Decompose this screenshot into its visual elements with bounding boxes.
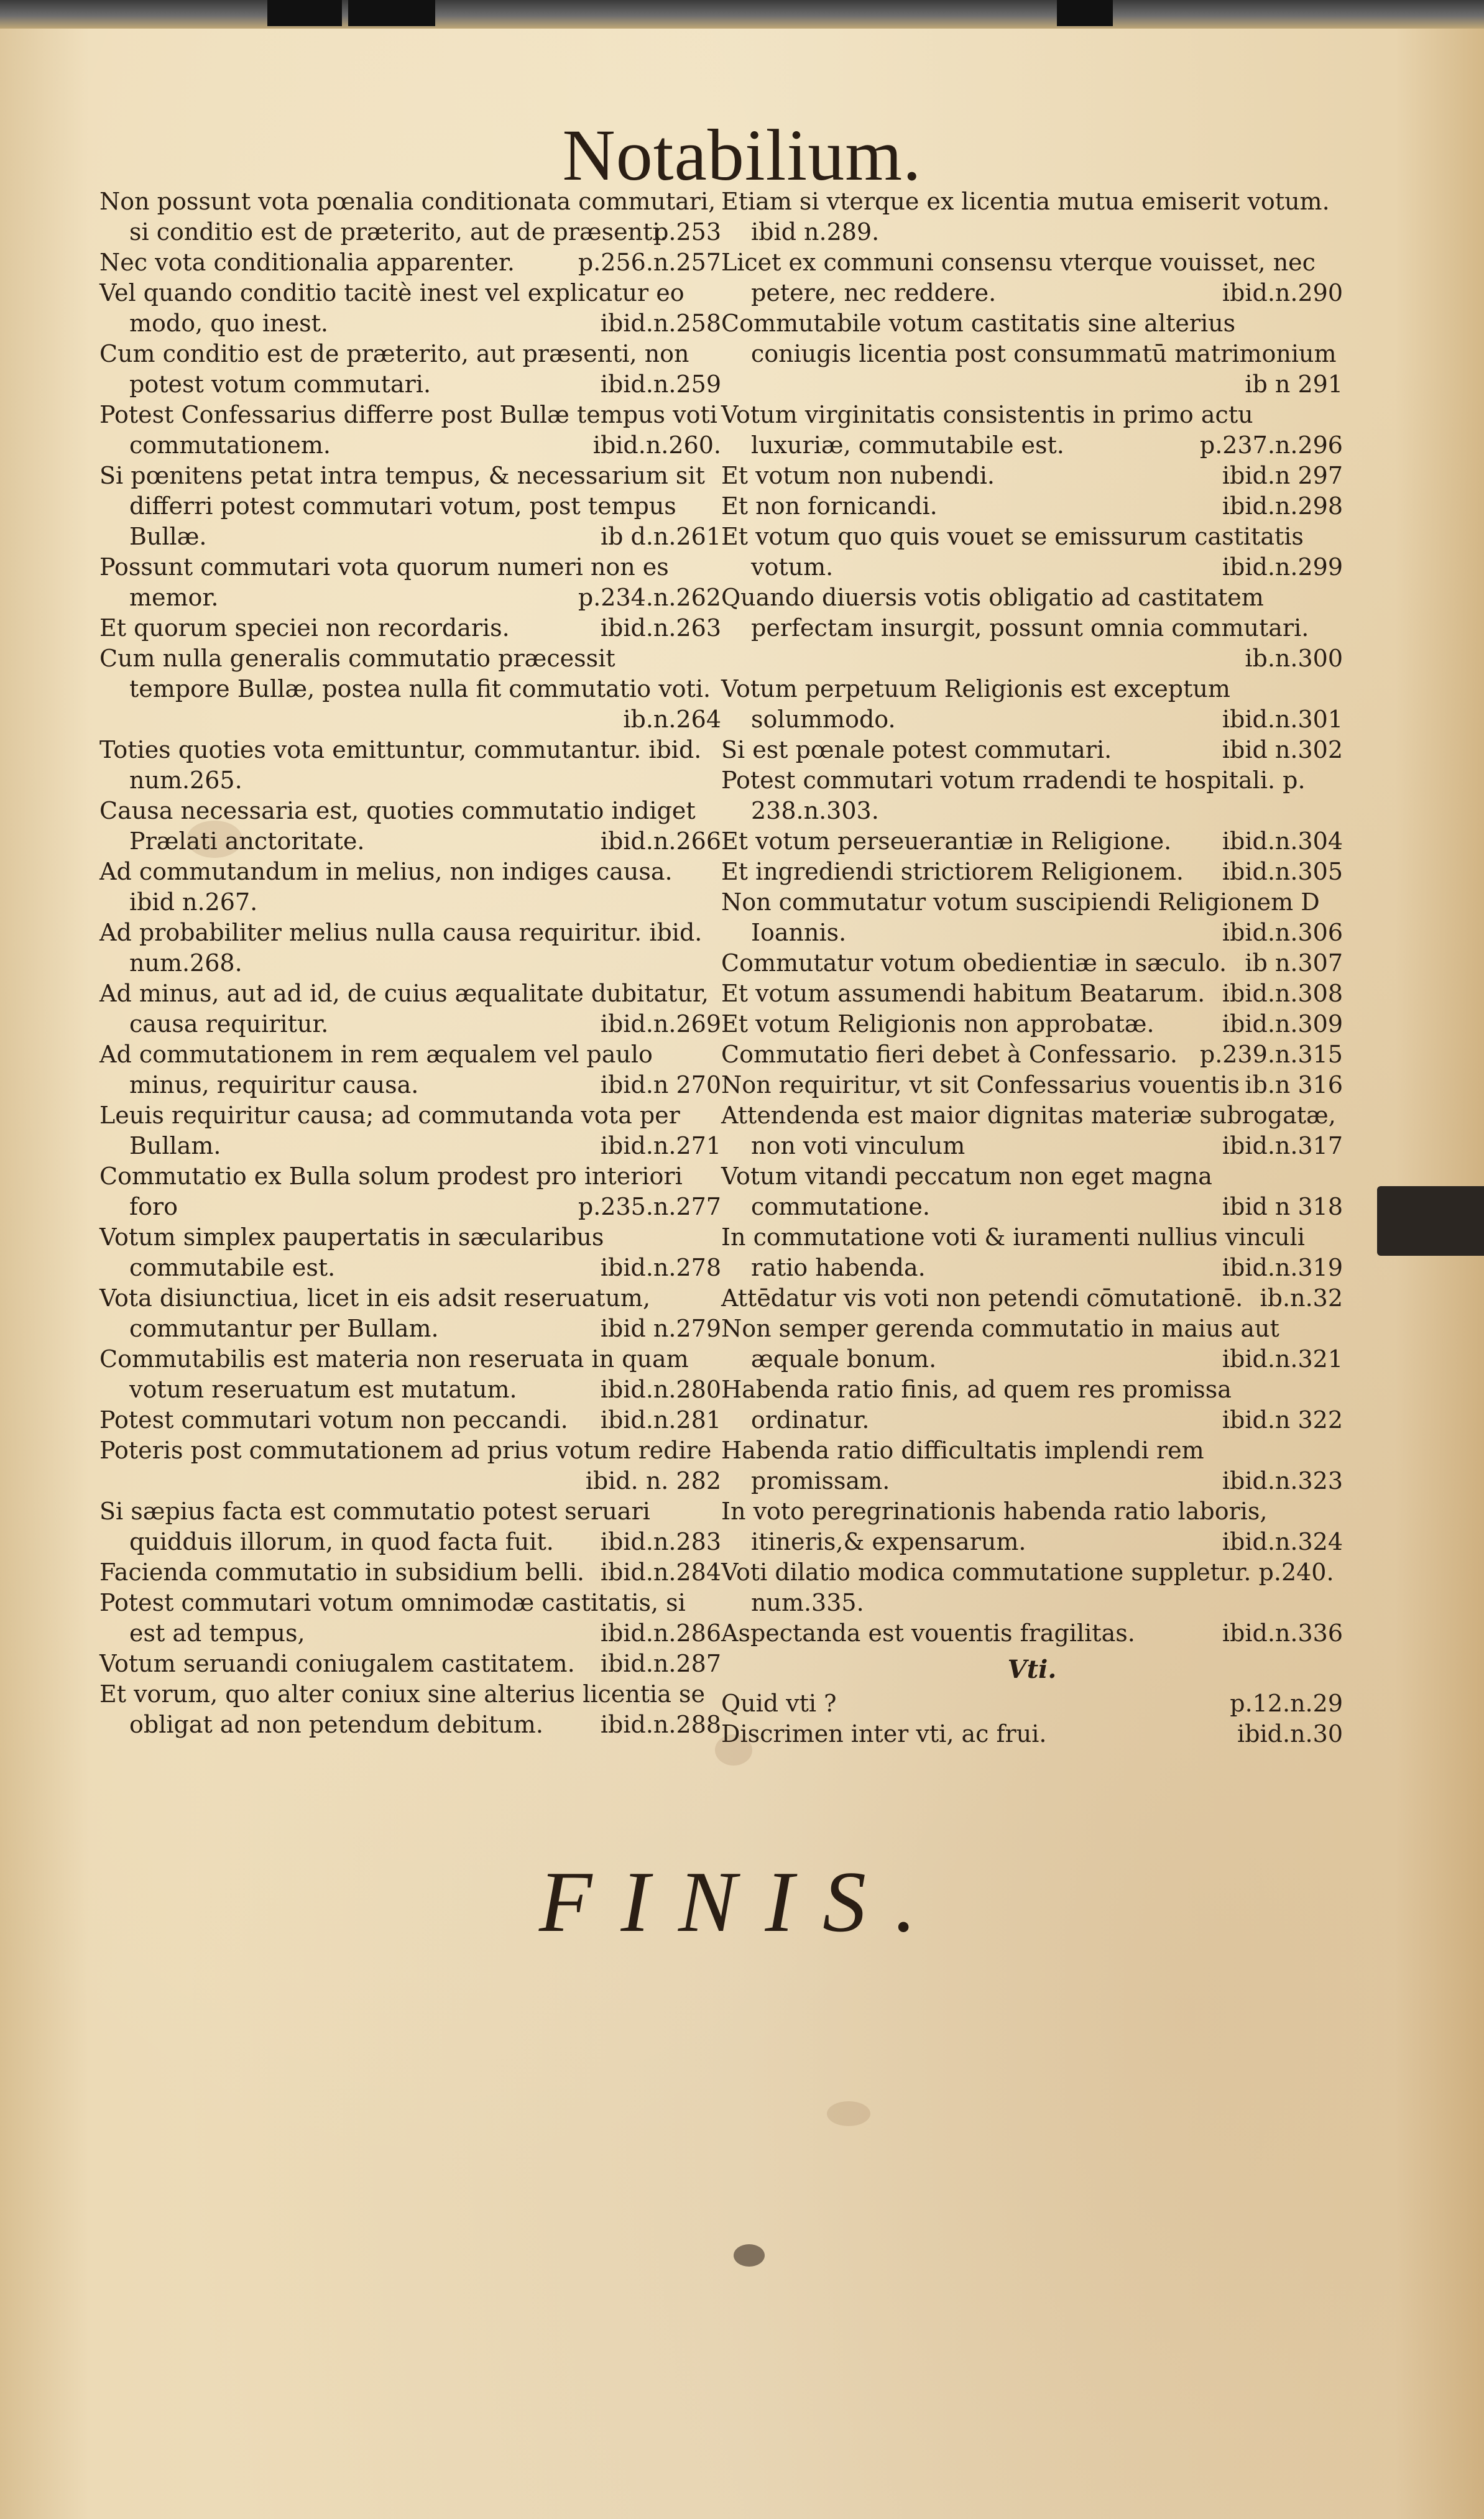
index-entry-reference: ib.n.32 — [1260, 1284, 1343, 1312]
index-entry-reference: ibid.n.288 — [600, 1711, 721, 1738]
index-entry-reference: ibid.n.301 — [1222, 706, 1343, 733]
index-entry-reference: ibid.n.308 — [1222, 980, 1343, 1007]
index-entry-text: Toties quoties vota emittuntur, commutantur. ibid. num.265. — [99, 736, 702, 794]
index-entry — [721, 491, 1343, 522]
index-entry — [99, 247, 721, 278]
index-entry-reference: ibid.n.309 — [1222, 1010, 1343, 1038]
index-entry — [721, 1375, 1343, 1435]
scan-edge-strip — [0, 0, 1484, 29]
index-entry — [99, 278, 721, 339]
index-entry — [99, 643, 721, 735]
index-entry-text: Cum conditio est de præterito, aut præsenti, non potest votum commutari. — [99, 340, 689, 398]
index-entry — [721, 1161, 1343, 1222]
index-entry-text: Votum perpetuum Religionis est exceptum solummodo. — [721, 675, 1230, 733]
index-entry-text: Et ingrediendi strictiorem Religionem. — [721, 858, 1184, 885]
index-entry-text: Ad minus, aut ad id, de cuius æqualitate dubitatur, causa requiritur. — [99, 980, 709, 1038]
index-entry-reference: ibid.n.304 — [1222, 827, 1343, 855]
index-entry-text: Nec vota conditionalia apparenter. — [99, 249, 515, 276]
index-entry — [99, 735, 721, 796]
index-entry — [721, 1314, 1343, 1375]
index-entry-reference: p.237.n.296 — [1199, 431, 1343, 459]
index-entry — [99, 1283, 721, 1344]
index-entry-text: Si pœnitens petat intra tempus, & necessarium sit differri potest commutari votum, post tempus Bullæ. — [99, 462, 705, 550]
index-entry-reference: ibid n.302 — [1222, 736, 1343, 763]
index-entry-reference: ibid.n.323 — [1222, 1467, 1343, 1494]
index-entry-text: Potest Confessarius differre post Bullæ tempus voti commutationem. — [99, 401, 717, 459]
page-tab-marker — [1377, 1186, 1484, 1256]
index-entry-reference: ibid.n.271 — [600, 1132, 721, 1159]
index-entry-text: Votum virginitatis consistentis in primo actu luxuriæ, commutabile est. — [721, 401, 1253, 459]
index-entry — [99, 1161, 721, 1222]
index-entry — [99, 1588, 721, 1649]
index-entry-text: Cum nulla generalis commutatio præcessit tempore Bullæ, postea nulla fit commutatio voti. — [99, 645, 711, 702]
index-entry-text: Causa necessaria est, quoties commutatio indiget Prælati anctoritate. — [99, 797, 696, 855]
index-entry — [721, 826, 1343, 857]
index-entry-text: Et votum Religionis non approbatæ. — [721, 1010, 1154, 1038]
index-entry-text: Non requiritur, vt sit Confessarius vouentis — [721, 1071, 1240, 1098]
index-entry-reference: ibid.n.298 — [1222, 492, 1343, 520]
index-entry-reference: ibid.n.283 — [600, 1528, 721, 1555]
index-entry — [721, 1283, 1343, 1314]
index-entry-text: Et votum quo quis vouet se emissurum castitatis votum. — [721, 523, 1304, 581]
index-entry-text: Commutatio ex Bulla solum prodest pro interiori foro — [99, 1163, 683, 1220]
index-entry — [721, 1435, 1343, 1496]
index-entry — [721, 1496, 1343, 1557]
index-entry — [99, 1679, 721, 1740]
index-entry-text: Possunt commutari vota quorum numeri non es memor. — [99, 553, 669, 611]
index-entry-text: Attendenda est maior dignitas materiæ subrogatæ, non voti vinculum — [721, 1102, 1336, 1159]
index-entry — [721, 583, 1343, 674]
index-entry-text: Potest commutari votum omnimodæ castitatis, si est ad tempus, — [99, 1589, 686, 1647]
index-entry — [99, 339, 721, 400]
index-entry — [99, 1405, 721, 1435]
index-entry — [721, 1557, 1343, 1618]
index-entry — [721, 857, 1343, 887]
index-entry-reference: ibid.n.317 — [1222, 1132, 1343, 1159]
index-entry-text: Discrimen inter vti, ac frui. — [721, 1720, 1047, 1748]
index-entry-reference: p.235.n.277 — [578, 1193, 721, 1220]
index-entry-text: Et quorum speciei non recordaris. — [99, 614, 510, 642]
index-entry-text: Et votum perseuerantiæ in Religione. — [721, 827, 1172, 855]
index-entry — [99, 1496, 721, 1557]
index-entry-text: Si est pœnale potest commutari. — [721, 736, 1112, 763]
index-entry — [99, 1557, 721, 1588]
index-entry-reference: ibid.n.287 — [600, 1650, 721, 1677]
index-entry-text: Votum vitandi peccatum non eget magna commutatione. — [721, 1163, 1212, 1220]
index-entry — [721, 308, 1343, 400]
index-entry-text: Licet ex communi consensu vterque vouisset, nec petere, nec reddere. — [721, 249, 1316, 306]
index-entry-reference: ibid n 318 — [1222, 1193, 1343, 1220]
index-entry — [721, 1222, 1343, 1283]
index-entry-reference: ibid.n.290 — [1222, 279, 1343, 306]
index-entry-reference: ibid.n 270 — [600, 1071, 721, 1098]
index-entry-text: Votum simplex paupertatis in sæcularibus commutabile est. — [99, 1223, 604, 1281]
index-entry — [99, 857, 721, 918]
index-entry-text: Ad commutandum in melius, non indiges causa. ibid n.267. — [99, 858, 673, 916]
index-entry-reference: ibid.n.259 — [600, 371, 721, 398]
index-entry-reference: p.256.n.257 — [578, 249, 721, 276]
index-entry-text: Quid vti ? — [721, 1690, 837, 1717]
index-entry-text: Commutabilis est materia non reseruata in quam votum reseruatum est mutatum. — [99, 1345, 689, 1403]
index-entry-text: Vel quando conditio tacitè inest vel explicatur eo modo, quo inest. — [99, 279, 684, 337]
index-entry-reference: p.239.n.315 — [1199, 1041, 1343, 1068]
index-entry — [99, 400, 721, 461]
index-entry-text: Ad probabiliter melius nulla causa requiritur. ibid. num.268. — [99, 919, 703, 977]
index-entry — [99, 979, 721, 1039]
index-entry-reference: ibid.n.321 — [1222, 1345, 1343, 1373]
index-column-right — [721, 187, 1343, 1749]
index-entry — [721, 1618, 1343, 1649]
index-entry — [721, 1070, 1343, 1100]
index-entry-reference: ibid.n 322 — [1222, 1406, 1343, 1434]
index-entry-reference: ibid.n.269 — [600, 1010, 721, 1038]
index-entry-reference: ibid.n.305 — [1222, 858, 1343, 885]
index-entry-reference: ib n 291 — [1245, 371, 1343, 398]
index-entry-text: Facienda commutatio in subsidium belli. — [99, 1559, 584, 1586]
index-column-left — [99, 187, 721, 1740]
index-entry-reference: ibid.n.278 — [600, 1254, 721, 1281]
index-entry-reference: p.253 — [653, 218, 721, 246]
index-entry-text: Vota disiunctiua, licet in eis adsit reseruatum, commutantur per Bullam. — [99, 1284, 651, 1342]
index-entry — [721, 1100, 1343, 1161]
index-entry-reference: ibid.n.280 — [600, 1376, 721, 1403]
index-entry — [721, 400, 1343, 461]
section-heading-vti: Vti. — [1007, 1655, 1057, 1684]
index-entry-text: Attēdatur vis voti non petendi cōmutationē. — [721, 1284, 1243, 1312]
index-entry-reference: p.234.n.262 — [578, 584, 721, 611]
index-entry-reference: ibid.n.306 — [1222, 919, 1343, 946]
page-title: Notabilium. — [562, 114, 922, 196]
index-entry-text: Leuis requiritur causa; ad commutanda vota per Bullam. — [99, 1102, 680, 1159]
index-entry-text: Quando diuersis votis obligatio ad castitatem perfectam insurgit, possunt omnia commutari. — [721, 584, 1309, 642]
index-entry-text: Non semper gerenda commutatio in maius aut æquale bonum. — [721, 1315, 1279, 1373]
index-entry-text: Et vorum, quo alter coniux sine alterius licentia se obligat ad non petendum debitum. — [99, 1680, 705, 1738]
index-entry — [721, 247, 1343, 308]
index-entry — [721, 522, 1343, 583]
index-entry-reference: ibid.n.319 — [1222, 1254, 1343, 1281]
index-entry-reference: ibid.n.324 — [1222, 1528, 1343, 1555]
index-entry — [721, 674, 1343, 735]
index-entry-reference: ib n.307 — [1245, 949, 1343, 977]
index-entry-text: Commutatio fieri debet à Confessario. — [721, 1041, 1178, 1068]
index-entry — [99, 918, 721, 979]
index-entry — [721, 735, 1343, 765]
index-entry — [721, 979, 1343, 1009]
index-entry-reference: ibid.n.299 — [1222, 553, 1343, 581]
index-entry-reference: ibid.n.336 — [1222, 1619, 1343, 1647]
index-entry — [721, 187, 1343, 247]
index-entry-reference: ibid.n.263 — [600, 614, 721, 642]
index-entry-reference: ib.n 316 — [1245, 1071, 1343, 1098]
index-entry-text: In voto peregrinationis habenda ratio laboris, itineris,& expensarum. — [721, 1498, 1268, 1555]
index-entry-text: Commutatur votum obedientiæ in sæculo. — [721, 949, 1227, 977]
index-entry-text: Et votum non nubendi. — [721, 462, 995, 489]
index-entry — [99, 1344, 721, 1405]
index-entry-text: Et non fornicandi. — [721, 492, 938, 520]
index-entry-text: Et votum assumendi habitum Beatarum. — [721, 980, 1205, 1007]
index-entry — [99, 187, 721, 247]
index-entry — [721, 1039, 1343, 1070]
index-entry-text: Potest commutari votum rradendi te hospitali. p. 238.n.303. — [721, 767, 1306, 824]
index-entry — [721, 1688, 1343, 1719]
index-entry-text: Poteris post commutationem ad prius votum redire — [99, 1437, 712, 1464]
index-entry-reference: ibid.n.286 — [600, 1619, 721, 1647]
index-entry-reference: ibid n.279 — [600, 1315, 721, 1342]
index-entry-reference: ibid. n. 282 — [585, 1467, 721, 1494]
index-entry-reference: ibid.n.30 — [1237, 1720, 1343, 1748]
index-entry-text: Habenda ratio difficultatis implendi rem promissam. — [721, 1437, 1204, 1494]
index-entry-reference: ibid.n.281 — [600, 1406, 721, 1434]
index-entry-text: In commutatione voti & iuramenti nullius vinculi ratio habenda. — [721, 1223, 1305, 1281]
index-entry-reference: ibid.n 297 — [1222, 462, 1343, 489]
index-entry-reference: ibid.n.266 — [600, 827, 721, 855]
index-entry-text: Non possunt vota pœnalia conditionata commutari, si conditio est de præterito, aut de præsenti. — [99, 188, 716, 246]
index-entry — [99, 613, 721, 643]
index-entry-text: Votum seruandi coniugalem castitatem. — [99, 1650, 575, 1677]
index-entry — [721, 461, 1343, 491]
index-entry — [99, 552, 721, 613]
index-entry-text: Commutabile votum castitatis sine alterius coniugis licentia post consummatū matrimonium — [721, 310, 1337, 367]
index-entry-text: Habenda ratio finis, ad quem res promissa ordinatur. — [721, 1376, 1232, 1434]
index-entry-reference: ibid.n.260. — [592, 431, 721, 459]
index-entry — [99, 796, 721, 857]
index-entry — [721, 948, 1343, 979]
finis-text: FINIS. — [538, 1854, 946, 1950]
index-entry — [99, 461, 721, 552]
index-entry-reference: ib.n.300 — [1245, 645, 1343, 672]
index-entry — [721, 1009, 1343, 1039]
index-entry — [721, 887, 1343, 948]
index-entry — [99, 1100, 721, 1161]
index-entry-reference: p.12.n.29 — [1230, 1690, 1343, 1717]
index-entry-text: Potest commutari votum non peccandi. — [99, 1406, 568, 1434]
index-entry — [99, 1222, 721, 1283]
index-entry-text: Etiam si vterque ex licentia mutua emiserit votum. ibid n.289. — [721, 188, 1330, 246]
index-entry — [99, 1435, 721, 1496]
index-entry-reference: ib d.n.261 — [600, 523, 721, 550]
index-entry-text: Voti dilatio modica commutatione suppletur. p.240. num.335. — [721, 1559, 1334, 1616]
index-entry-text: Si sæpius facta est commutatio potest seruari quidduis illorum, in quod facta fuit. — [99, 1498, 650, 1555]
index-entry-text: Non commutatur votum suscipiendi Religionem D Ioannis. — [721, 888, 1320, 946]
index-entry — [721, 765, 1343, 826]
index-entry-reference: ib.n.264 — [623, 706, 721, 733]
index-entry-reference: ibid.n.284 — [600, 1559, 721, 1586]
index-entry-text: Ad commutationem in rem æqualem vel paulo minus, requiritur causa. — [99, 1041, 653, 1098]
index-entry — [99, 1039, 721, 1100]
index-entry — [721, 1719, 1343, 1749]
index-entry-reference: ibid.n.258 — [600, 310, 721, 337]
index-entry — [99, 1649, 721, 1679]
index-entry-text: Aspectanda est vouentis fragilitas. — [721, 1619, 1135, 1647]
